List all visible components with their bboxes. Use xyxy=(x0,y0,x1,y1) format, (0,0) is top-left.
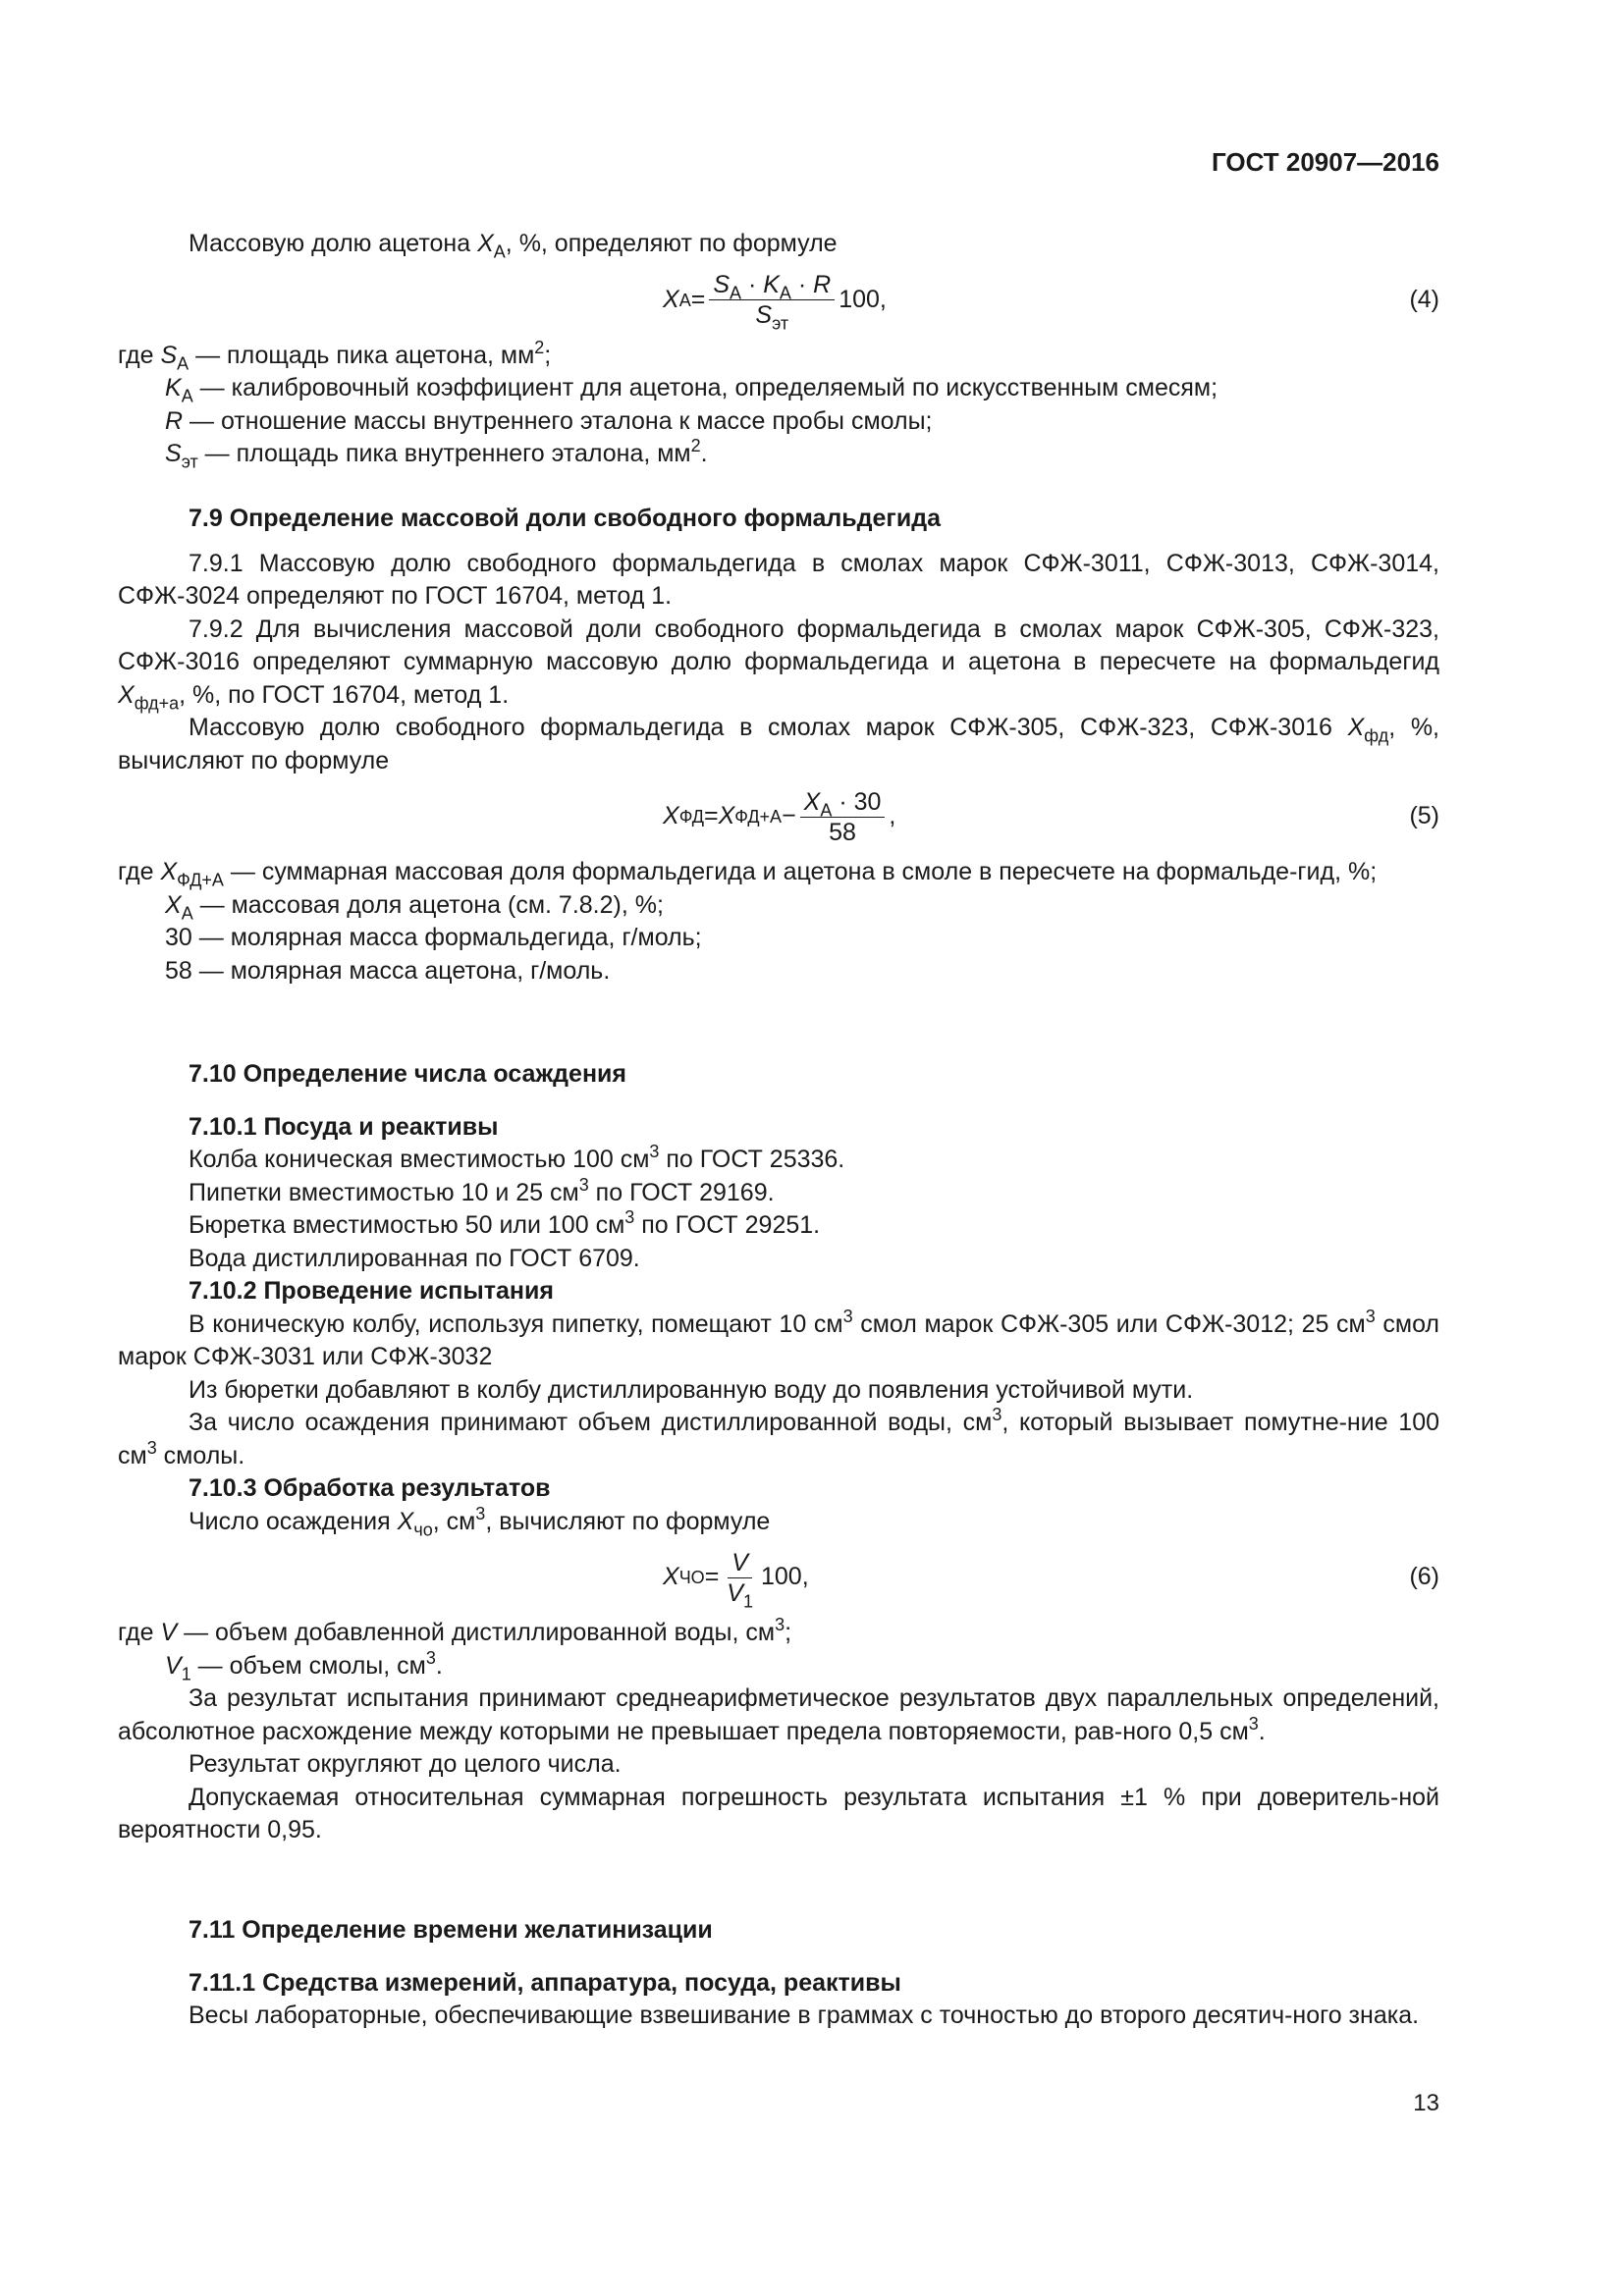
formula-6: X ЧО = $\frac{V}{V_1}$ 100, (6) xyxy=(118,1538,1439,1617)
where-item: где $X_{ФД+А}$ — суммарная массовая доля формальдегида и ацетона в смоле в пересчете на формальде-гид, %; xyxy=(118,858,1378,890)
paragraph-7-10-2-c: За число осаждения принимают объем дистиллированной воды, $см^3$, который вызывает помутне-ние 100 $см^3$ смолы. xyxy=(118,1405,1440,1469)
where-item: $S_{эт}$ — площадь пика внутреннего эталона, $мм^2$. xyxy=(165,436,708,472)
where-item: где V — объем добавленной дистиллированной воды, $см^3$; xyxy=(118,1615,792,1646)
section-7-10 xyxy=(118,1058,1439,1847)
where-item: где $S_А$ — площадь пика ацетона, $мм^2$; xyxy=(118,337,552,373)
where-item: R — отношение массы внутреннего эталона к массе пробы смолы; xyxy=(165,406,933,435)
paragraph-7-10-2-a: В коническую колбу, используя пипетку, помещают 10 $см^3$ смол марок СФЖ-305 или СФЖ-3012; 25 $см^3$ смол марок СФЖ-3031 или СФЖ-3032 xyxy=(118,1306,1440,1370)
formula-5: X ФД = X ФД+А − $\frac{X_А \cdot 30}{58}$ , (5) xyxy=(118,777,1439,856)
paragraph-7-9-3: Массовую долю свободного формальдегида в смолах марок СФЖ-305, СФЖ-323, СФЖ-3016 $X_{фд}$, %, вычисляют по формуле xyxy=(118,714,1439,774)
paragraph-intro: Массовую долю ацетона $X_А$, %, определяют по формуле xyxy=(189,230,838,262)
page-number: 13 xyxy=(1413,2090,1439,2116)
formula-4: X А = $\frac{S_А \cdot K_А \cdot R}{S_{эт}}$ 100, (4) xyxy=(118,261,1439,340)
paragraph-7-9-2: 7.9.2 Для вычисления массовой доли свободного формальдегида в смолах марок СФЖ-305, СФЖ-323, СФЖ-3016 определяют суммарную массовую долю формальдегида и ацетона в пересчете на формальдегид $X_{фд+а}$, %, по ГОСТ 16704, метод 1. xyxy=(118,614,1439,713)
where-item: $K_А$ — калибровочный коэффициент для ацетона, определяемый по искусственным смесям; xyxy=(165,374,1218,406)
heading-7-10-1: 7.10.1 Посуда и реактивы xyxy=(189,1112,499,1141)
section-acetone xyxy=(118,228,1439,471)
paragraph-result-3: Допускаемая относительная суммарная погрешность результата испытания ±1 % при доверитель-ной вероятности 0,95. xyxy=(118,1783,1439,1843)
fraction: $\frac{X_А \cdot 30}{58}$ xyxy=(800,787,886,847)
heading-7-11-1: 7.11.1 Средства измерений, аппаратура, посуда, реактивы xyxy=(189,1968,901,1997)
paragraph-7-10-3: Число осаждения $X_{чо}$, $см^3$, вычисляют по формуле xyxy=(189,1503,771,1539)
heading-7-9: 7.9 Определение массовой доли свободного формальдегида xyxy=(189,505,941,532)
fraction: $\frac{V}{V_1}$ xyxy=(727,1548,753,1611)
paragraph-7-9-1: 7.9.1 Массовую долю свободного формальдегида в смолах марок СФЖ-3011, СФЖ-3013, СФЖ-3014, СФЖ-3024 определяют по ГОСТ 16704, метод 1. xyxy=(118,549,1439,610)
list-item: Пипетки вместимостью 10 и 25 $см^3$ по ГОСТ 29169. xyxy=(189,1174,775,1206)
heading-7-10-2: 7.10.2 Проведение испытания xyxy=(189,1277,554,1305)
document-header: ГОСТ 20907—2016 xyxy=(1212,147,1439,177)
heading-7-11: 7.11 Определение времени желатинизации xyxy=(189,1916,713,1944)
list-item: Колба коническая вместимостью 100 $см^3$ по ГОСТ 25336. xyxy=(189,1142,845,1173)
where-item: 30 — молярная масса формальдегида, г/моль; xyxy=(165,924,702,951)
where-item: $V_1$ — объем смолы, $см^3$. xyxy=(165,1647,443,1683)
formula-number: (6) xyxy=(1409,1563,1439,1591)
where-item: 58 — молярная масса ацетона, г/моль. xyxy=(165,956,611,985)
section-7-11 xyxy=(118,1914,1439,2033)
fraction: $\frac{S_А \cdot K_А \cdot R}{S_{эт}}$ xyxy=(709,270,835,330)
heading-7-10: 7.10 Определение числа осаждения xyxy=(189,1060,626,1088)
paragraph-result-2: Результат округляют до целого числа. xyxy=(189,1750,622,1778)
formula-number: (5) xyxy=(1409,802,1439,830)
list-item: Бюретка вместимостью 50 или 100 $см^3$ по ГОСТ 29251. xyxy=(189,1207,821,1239)
paragraph-7-11-1: Весы лабораторные, обеспечивающие взвешивание в граммах с точностью до второго десятич-ного знака. xyxy=(189,2002,1420,2029)
formula-number: (4) xyxy=(1409,285,1439,313)
paragraph-7-10-2-b: Из бюретки добавляют в колбу дистиллированную воду до появления устойчивой мути. xyxy=(189,1375,1194,1404)
list-item: Вода дистиллированная по ГОСТ 6709. xyxy=(189,1244,640,1272)
where-item: $X_А$ — массовая доля ацетона (см. 7.8.2), %; xyxy=(165,890,664,923)
heading-7-10-3: 7.10.3 Обработка результатов xyxy=(189,1474,551,1502)
section-7-9 xyxy=(118,503,1439,988)
paragraph-result-1: За результат испытания принимают среднеарифметическое результатов двух параллельных определений, абсолютное расхождение между которыми не превышает предела повторяемости, рав-ного 0,5 $см^3$. xyxy=(118,1684,1439,1745)
